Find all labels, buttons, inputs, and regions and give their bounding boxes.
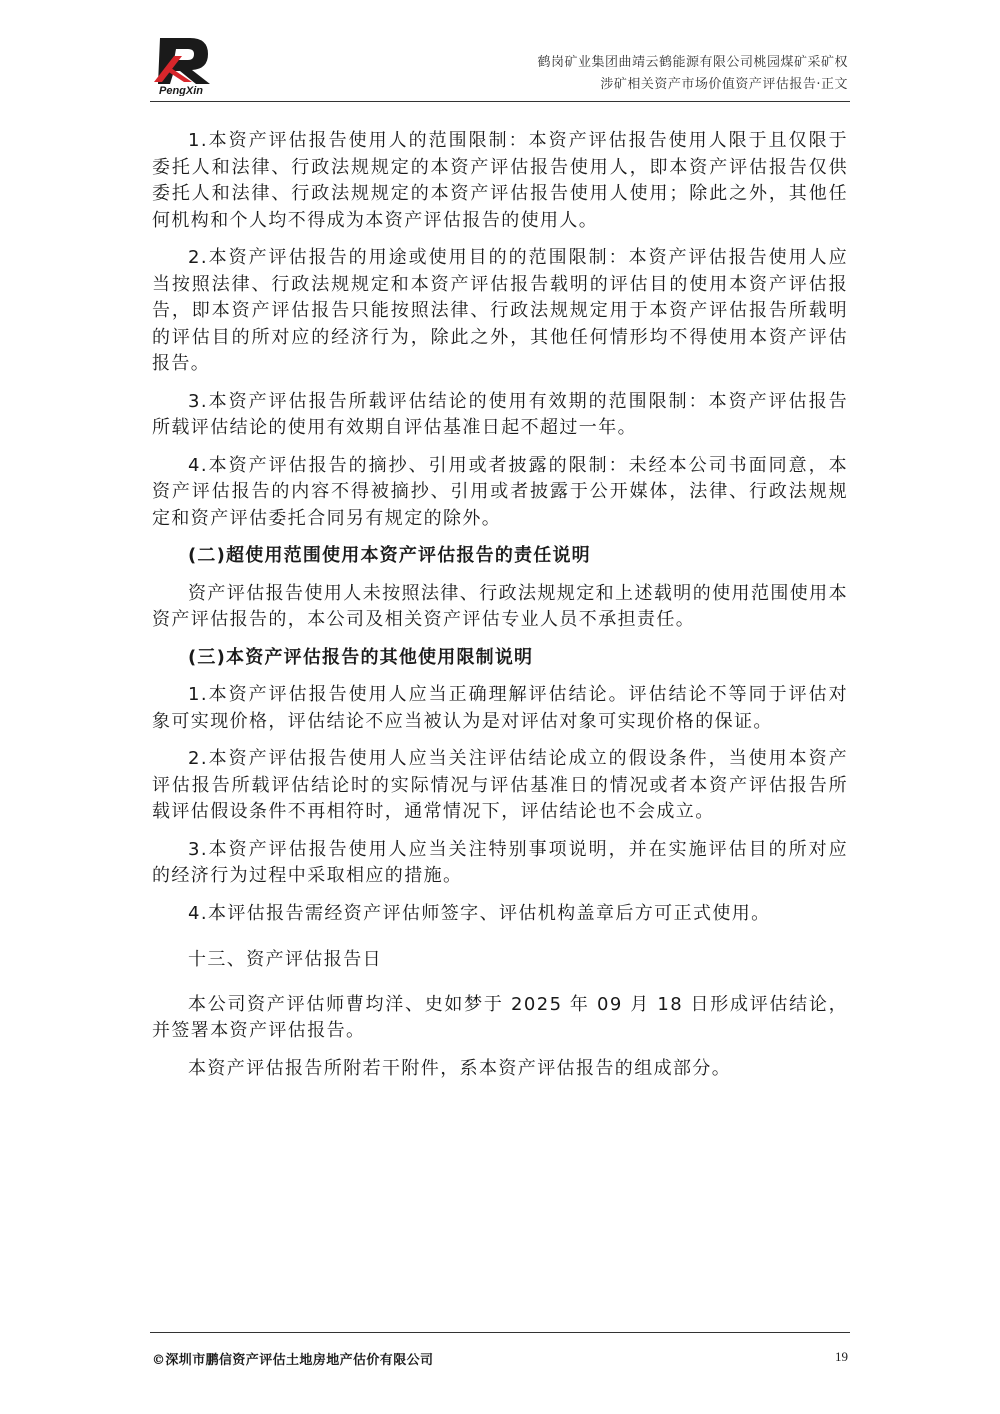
paragraph-understand-conclusion: 1.本资产评估报告使用人应当正确理解评估结论。评估结论不等同于评估对象可实现价格，评估结论不应当被认为是对评估对象可实现价格的保证。 (152, 684, 848, 732)
paragraph-assumptions: 2.本资产评估报告使用人应当关注评估结论成立的假设条件，当使用本资产评估报告所载评估结论时的实际情况与评估基准日的情况或者本资产评估报告所载评估假设条件不再相符时，通常情况下，评估结论也不会成立。 (152, 748, 848, 822)
paragraph-report-date: 本公司资产评估师曹均洋、史如梦于 2025 年 09 月 18 日形成评估结论，并签署本资产评估报告。 (152, 993, 848, 1041)
report-header (537, 52, 848, 96)
company-logo (150, 36, 212, 96)
paragraph-validity-period: 3.本资产评估报告所载评估结论的使用有效期的范围限制：本资产评估报告所载评估结论的使用有效期自评估基准日起不超过一年。 (152, 390, 848, 438)
paragraph-special-matters: 3.本资产评估报告使用人应当关注特别事项说明，并在实施评估目的所对应的经济行为过程中采取相应的措施。 (152, 838, 848, 886)
paragraph-purpose-scope: 2.本资产评估报告的用途或使用目的的范围限制：本资产评估报告使用人应当按照法律、行政法规规定和本资产评估报告载明的评估目的使用本资产评估报告，即本资产评估报告只能按照法律、行政法规规定用于本资产评估报告所载明的评估目的所对应的经济行为，除此之外，其他任何情形均不得使用本资产评估报告。 (152, 247, 848, 374)
footer-company: ©深圳市鹏信资产评估土地房地产估价有限公司 (152, 1353, 434, 1368)
report-body (152, 128, 848, 1093)
footer-divider (150, 1332, 850, 1333)
header-title-line-1: 鹤岗矿业集团曲靖云鹤能源有限公司桃园煤矿采矿权 (537, 55, 848, 70)
paragraph-disclosure-limit: 4.本资产评估报告的摘抄、引用或者披露的限制：未经本公司书面同意，本资产评估报告的内容不得被摘抄、引用或者披露于公开媒体，法律、行政法规规定和资产评估委托合同另有规定的除外。 (152, 454, 848, 529)
paragraph-usage-scope: 1.本资产评估报告使用人的范围限制：本资产评估报告使用人限于且仅限于委托人和法律、行政法规规定的本资产评估报告使用人，即本资产评估报告仅供委托人和法律、行政法规规定的本资产评估报告使用人使用；除此之外，其他任何机构和个人均不得成为本资产评估报告的使用人。 (152, 130, 848, 231)
header-divider (150, 101, 850, 102)
page-number: 19 (835, 1349, 848, 1364)
paragraph-liability: 资产评估报告使用人未按照法律、行政法规规定和上述载明的使用范围使用本资产评估报告的，本公司及相关资产评估专业人员不承担责任。 (152, 582, 848, 630)
paragraph-attachments: 本资产评估报告所附若干附件，系本资产评估报告的组成部分。 (188, 1057, 732, 1079)
header-title-line-2: 涉矿相关资产市场价值资产评估报告·正文 (600, 77, 848, 92)
section-heading-report-date: 十三、资产评估报告日 (188, 949, 382, 970)
subheading-other-limits: (三)本资产评估报告的其他使用限制说明 (188, 646, 534, 668)
paragraph-signature-seal: 4.本评估报告需经资产评估师签字、评估机构盖章后方可正式使用。 (188, 902, 771, 924)
logo-wordmark: PengXin (158, 85, 204, 96)
subheading-liability: (二)超使用范围使用本资产评估报告的责任说明 (188, 545, 591, 566)
